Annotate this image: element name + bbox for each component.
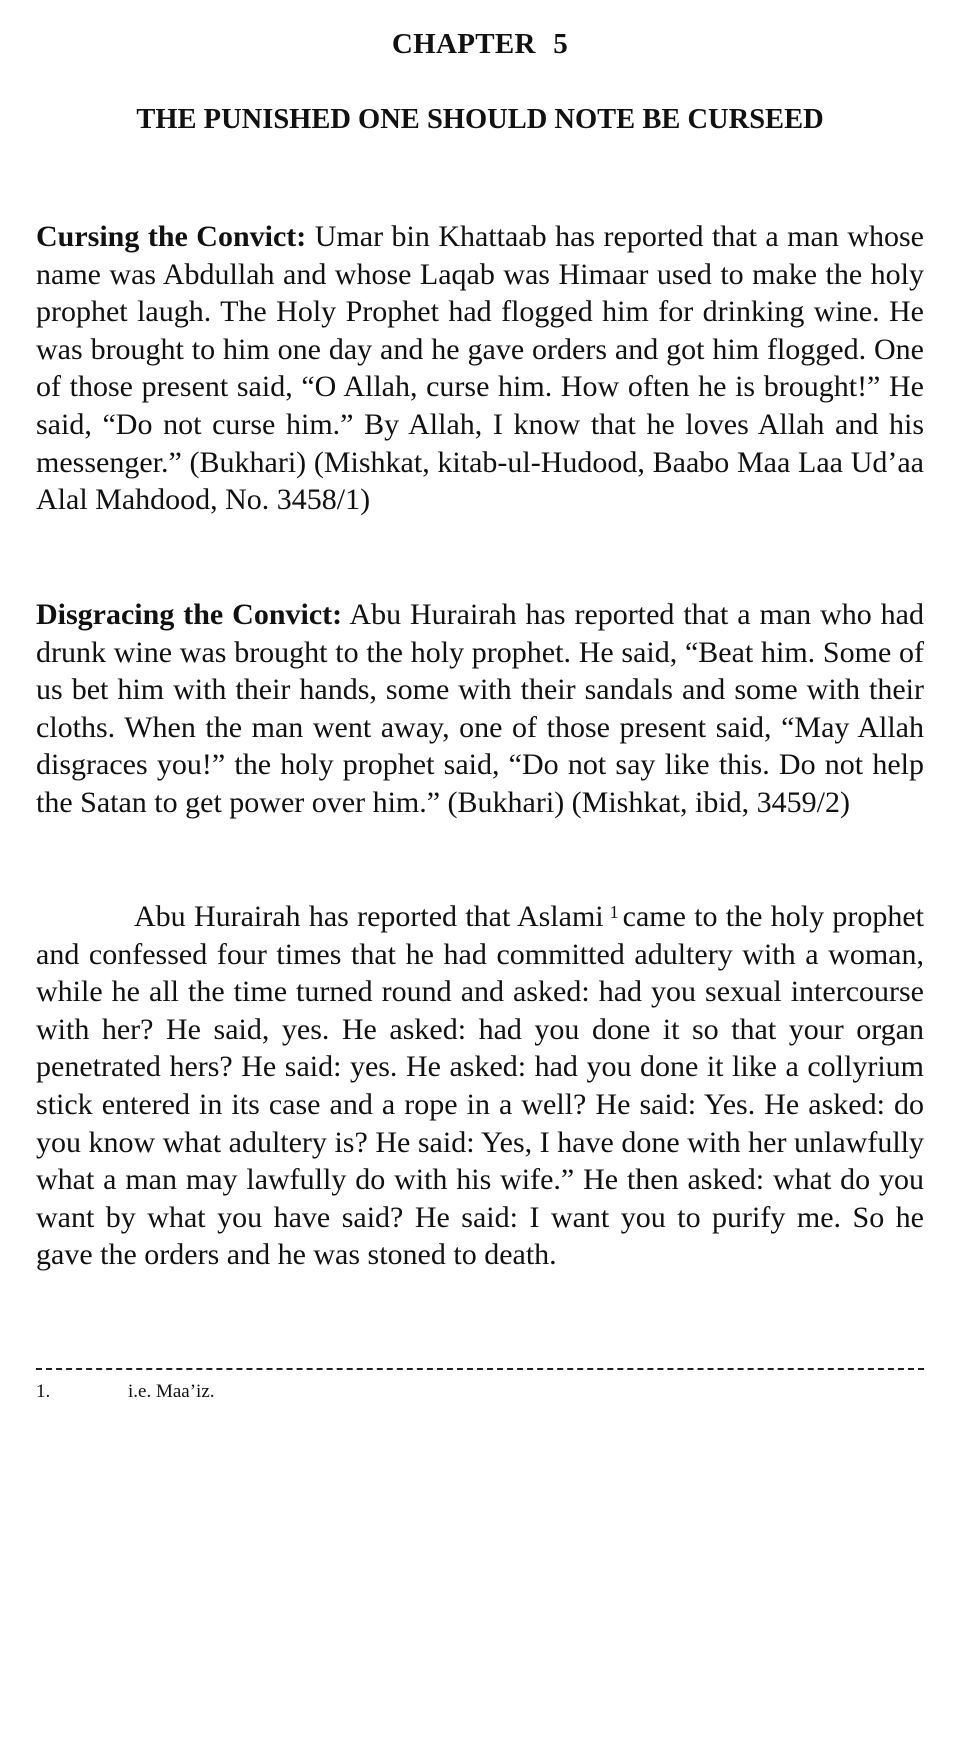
paragraph-aslami-confession [36, 898, 924, 1274]
paragraph-text-before: Abu Hurairah has reported that Aslami [134, 900, 604, 933]
footnote-separator [36, 1368, 924, 1370]
paragraph-text: Umar bin Khattaab has reported that a man whose name was Abdullah and whose Laqab was Himaar used to make the holy prophet laugh. The Holy Prophet had flogged him for drinking wine. He was brought to him one day and he gave orders and got him flogged. One of those present said, “O Allah, curse him. How often he is brought!” He said, “Do not curse him.” By Allah, I know that he loves Allah and his messenger.” (Bukhari) (Mishkat, kitab-ul-Hudood, Baabo Maa Laa Ud’aa Alal Mahdood, No. 3458/1) [36, 220, 924, 517]
paragraph-text-after: came to the holy prophet and confessed four times that he had committed adultery with a woman, while he all the time turned round and asked: had you sexual intercourse with her? He said, yes. He asked: had you done it so that your organ penetrated hers? He said: yes. He asked: had you done it like a collyrium stick entered in its case and a rope in a well? He said: Yes. He asked: do you know what adultery is? He said: Yes, I have done with her unlawfully what a man may lawfully do with his wife.” He then asked: what do you want by what you have said? He said: I want you to purify me. So he gave the orders and he was stoned to death. [36, 900, 924, 1272]
paragraph-lead: Cursing the Convict: [36, 220, 307, 253]
paragraph-lead: Disgracing the Convict: [36, 598, 343, 631]
footnote-number: 1. [36, 1381, 51, 1402]
chapter-heading: CHAPTER 5 [391, 28, 569, 60]
paragraph-text: Abu Hurairah has reported that a man who had drunk wine was brought to the holy prophet. He said, “Beat him. Some of us bet him with their hands, some with their sandals and some with their cloths. When the man went away, one of those present said, “May Allah disgraces you!” the holy prophet said, “Do not say like this. Do not help the Satan to get power over him.” (Bukhari) (Mishkat, ibid, 3459/2) [36, 598, 924, 819]
paragraph-disgracing-the-convict [36, 596, 924, 822]
chapter-title: THE PUNISHED ONE SHOULD NOTE BE CURSEED [136, 104, 824, 135]
footnote-text: i.e. Maa’iz. [128, 1381, 215, 1402]
paragraph-cursing-the-convict [36, 218, 924, 519]
footnote [36, 1380, 215, 1404]
footnote-reference[interactable]: 1 [609, 902, 619, 922]
